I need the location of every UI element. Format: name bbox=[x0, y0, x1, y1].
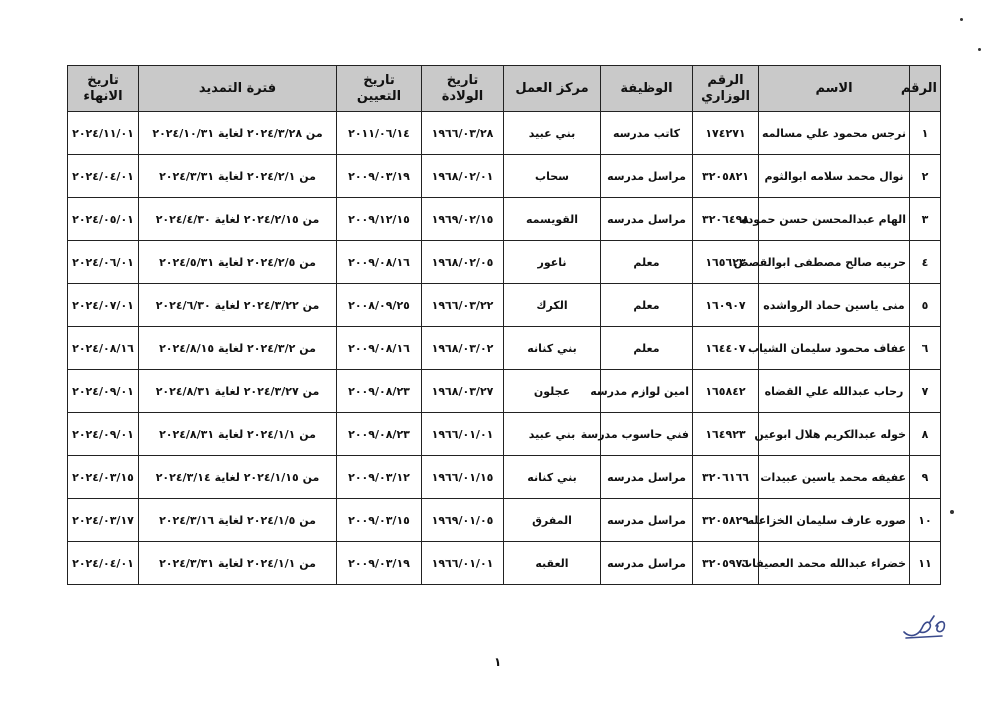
cell-extension-period: من ٢٠٢٤/٢/٥ لغاية ٢٠٢٤/٥/٣١ bbox=[139, 241, 337, 284]
cell-extension-period: من ٢٠٢٤/٢/١٥ لغاية ٢٠٢٤/٤/٣٠ bbox=[139, 198, 337, 241]
extension-table bbox=[67, 65, 941, 585]
cell-job: مراسل مدرسه bbox=[601, 155, 693, 198]
table-row bbox=[68, 284, 941, 327]
header-extension-period: فترة التمديد bbox=[139, 66, 337, 112]
cell-appointment-date: ٢٠١١/٠٦/١٤ bbox=[337, 112, 422, 155]
cell-workplace: سحاب bbox=[504, 155, 601, 198]
cell-ministry-id: ١٦٤٩٢٣ bbox=[693, 413, 759, 456]
cell-extension-period: من ٢٠٢٤/٢/١ لغاية ٢٠٢٤/٣/٣١ bbox=[139, 155, 337, 198]
cell-birth-date: ١٩٦٦/٠٣/٢٢ bbox=[422, 284, 504, 327]
cell-num: ٦ bbox=[910, 327, 941, 370]
cell-num: ١٠ bbox=[910, 499, 941, 542]
cell-name: عفاف محمود سليمان الشياب bbox=[759, 327, 910, 370]
cell-name: الهام عبدالمحسن حسن حموده bbox=[759, 198, 910, 241]
header-job: الوظيفة bbox=[601, 66, 693, 112]
cell-name: رحاب عبدالله علي القضاه bbox=[759, 370, 910, 413]
cell-job: مراسل مدرسه bbox=[601, 499, 693, 542]
cell-ministry-id: ١٦٤٤٠٧ bbox=[693, 327, 759, 370]
cell-workplace: القويسمه bbox=[504, 198, 601, 241]
cell-birth-date: ١٩٦٩/٠١/٠٥ bbox=[422, 499, 504, 542]
cell-workplace: العقبه bbox=[504, 542, 601, 585]
cell-end-date: ٢٠٢٤/٠٩/٠١ bbox=[68, 370, 139, 413]
cell-birth-date: ١٩٦٨/٠٣/٠٢ bbox=[422, 327, 504, 370]
cell-ministry-id: ٣٢٠٥٨٢٩ bbox=[693, 499, 759, 542]
cell-end-date: ٢٠٢٤/٠٩/٠١ bbox=[68, 413, 139, 456]
cell-ministry-id: ٣٢٠٦١٦٦ bbox=[693, 456, 759, 499]
cell-extension-period: من ٢٠٢٤/١/١٥ لغاية ٢٠٢٤/٣/١٤ bbox=[139, 456, 337, 499]
table-row bbox=[68, 327, 941, 370]
cell-end-date: ٢٠٢٤/٠٣/١٥ bbox=[68, 456, 139, 499]
cell-job: مراسل مدرسه bbox=[601, 542, 693, 585]
cell-ministry-id: ٣٢٠٦٤٩٨ bbox=[693, 198, 759, 241]
cell-name: منى ياسين حماد الرواشده bbox=[759, 284, 910, 327]
header-name: الاسم bbox=[759, 66, 910, 112]
page-number: ١ bbox=[494, 655, 502, 669]
cell-end-date: ٢٠٢٤/٠٤/٠١ bbox=[68, 542, 139, 585]
scan-speck bbox=[978, 48, 981, 51]
cell-end-date: ٢٠٢٤/١١/٠١ bbox=[68, 112, 139, 155]
header-ministry-id: الرقم الوزاري bbox=[693, 66, 759, 112]
cell-num: ١١ bbox=[910, 542, 941, 585]
cell-end-date: ٢٠٢٤/٠٦/٠١ bbox=[68, 241, 139, 284]
cell-workplace: بني كنانه bbox=[504, 456, 601, 499]
table-row bbox=[68, 241, 941, 284]
cell-workplace: الكرك bbox=[504, 284, 601, 327]
cell-workplace: عجلون bbox=[504, 370, 601, 413]
scan-speck bbox=[950, 510, 954, 514]
cell-num: ٤ bbox=[910, 241, 941, 284]
cell-job: كاتب مدرسه bbox=[601, 112, 693, 155]
cell-birth-date: ١٩٦٨/٠٢/٠١ bbox=[422, 155, 504, 198]
cell-appointment-date: ٢٠٠٩/١٢/١٥ bbox=[337, 198, 422, 241]
cell-num: ٢ bbox=[910, 155, 941, 198]
cell-appointment-date: ٢٠٠٩/٠٣/١٢ bbox=[337, 456, 422, 499]
cell-job: مراسل مدرسه bbox=[601, 198, 693, 241]
cell-job: امين لوازم مدرسه bbox=[601, 370, 693, 413]
table-row bbox=[68, 370, 941, 413]
header-birth-date: تاريخ الولادة bbox=[422, 66, 504, 112]
cell-birth-date: ١٩٦٨/٠٣/٢٧ bbox=[422, 370, 504, 413]
cell-extension-period: من ٢٠٢٤/٣/٢٧ لغاية ٢٠٢٤/٨/٣١ bbox=[139, 370, 337, 413]
cell-end-date: ٢٠٢٤/٠٣/١٧ bbox=[68, 499, 139, 542]
cell-num: ٩ bbox=[910, 456, 941, 499]
cell-appointment-date: ٢٠٠٩/٠٣/١٩ bbox=[337, 155, 422, 198]
table-row bbox=[68, 542, 941, 585]
table-header-row bbox=[68, 66, 941, 112]
cell-name: حربيه صالح مصطفى ابوالقصص bbox=[759, 241, 910, 284]
cell-appointment-date: ٢٠٠٩/٠٨/٢٣ bbox=[337, 370, 422, 413]
cell-extension-period: من ٢٠٢٤/٣/٢ لغاية ٢٠٢٤/٨/١٥ bbox=[139, 327, 337, 370]
cell-extension-period: من ٢٠٢٤/١/١ لغاية ٢٠٢٤/٨/٣١ bbox=[139, 413, 337, 456]
cell-appointment-date: ٢٠٠٩/٠٨/١٦ bbox=[337, 241, 422, 284]
cell-end-date: ٢٠٢٤/٠٥/٠١ bbox=[68, 198, 139, 241]
table-row bbox=[68, 198, 941, 241]
cell-end-date: ٢٠٢٤/٠٨/١٦ bbox=[68, 327, 139, 370]
handwritten-signature bbox=[900, 608, 950, 644]
cell-ministry-id: ١٦٥٨٤٢ bbox=[693, 370, 759, 413]
cell-num: ٧ bbox=[910, 370, 941, 413]
table-row bbox=[68, 413, 941, 456]
cell-appointment-date: ٢٠٠٨/٠٩/٢٥ bbox=[337, 284, 422, 327]
header-workplace: مركز العمل bbox=[504, 66, 601, 112]
table-row bbox=[68, 456, 941, 499]
cell-num: ٨ bbox=[910, 413, 941, 456]
cell-ministry-id: ١٧٤٢٧١ bbox=[693, 112, 759, 155]
cell-birth-date: ١٩٦٦/٠١/٠١ bbox=[422, 413, 504, 456]
cell-extension-period: من ٢٠٢٤/١/٥ لغاية ٢٠٢٤/٣/١٦ bbox=[139, 499, 337, 542]
cell-extension-period: من ٢٠٢٤/٣/٢٢ لغاية ٢٠٢٤/٦/٣٠ bbox=[139, 284, 337, 327]
cell-appointment-date: ٢٠٠٩/٠٨/١٦ bbox=[337, 327, 422, 370]
cell-birth-date: ١٩٦٨/٠٢/٠٥ bbox=[422, 241, 504, 284]
cell-name: خوله عبدالكريم هلال ابوعين bbox=[759, 413, 910, 456]
header-end-date: تاريخ الانهاء bbox=[68, 66, 139, 112]
cell-num: ١ bbox=[910, 112, 941, 155]
cell-job: فني حاسوب مدرسة bbox=[601, 413, 693, 456]
cell-birth-date: ١٩٦٦/٠٣/٢٨ bbox=[422, 112, 504, 155]
cell-workplace: المفرق bbox=[504, 499, 601, 542]
cell-job: معلم bbox=[601, 284, 693, 327]
cell-ministry-id: ١٦٠٩٠٧ bbox=[693, 284, 759, 327]
table-row bbox=[68, 499, 941, 542]
cell-appointment-date: ٢٠٠٩/٠٨/٢٣ bbox=[337, 413, 422, 456]
cell-ministry-id: ٣٢٠٥٩٧٦ bbox=[693, 542, 759, 585]
cell-birth-date: ١٩٦٩/٠٢/١٥ bbox=[422, 198, 504, 241]
table-row bbox=[68, 155, 941, 198]
header-num: الرقم bbox=[910, 66, 941, 112]
cell-birth-date: ١٩٦٦/٠١/١٥ bbox=[422, 456, 504, 499]
cell-extension-period: من ٢٠٢٤/٣/٢٨ لغاية ٢٠٢٤/١٠/٣١ bbox=[139, 112, 337, 155]
cell-job: مراسل مدرسه bbox=[601, 456, 693, 499]
cell-end-date: ٢٠٢٤/٠٤/٠١ bbox=[68, 155, 139, 198]
table-row bbox=[68, 112, 941, 155]
cell-appointment-date: ٢٠٠٩/٠٣/١٥ bbox=[337, 499, 422, 542]
cell-birth-date: ١٩٦٦/٠١/٠١ bbox=[422, 542, 504, 585]
cell-workplace: ناعور bbox=[504, 241, 601, 284]
cell-job: معلم bbox=[601, 327, 693, 370]
cell-num: ٥ bbox=[910, 284, 941, 327]
cell-name: خضراء عبدالله محمد العصيفات bbox=[759, 542, 910, 585]
cell-name: نوال محمد سلامه ابوالثوم bbox=[759, 155, 910, 198]
cell-ministry-id: ٣٢٠٥٨٢١ bbox=[693, 155, 759, 198]
cell-workplace: بني كنانه bbox=[504, 327, 601, 370]
cell-extension-period: من ٢٠٢٤/١/١ لغاية ٢٠٢٤/٣/٣١ bbox=[139, 542, 337, 585]
cell-appointment-date: ٢٠٠٩/٠٣/١٩ bbox=[337, 542, 422, 585]
header-appointment-date: تاريخ التعيين bbox=[337, 66, 422, 112]
cell-ministry-id: ١٦٥٦٢٣ bbox=[693, 241, 759, 284]
cell-end-date: ٢٠٢٤/٠٧/٠١ bbox=[68, 284, 139, 327]
cell-name: صوره عارف سليمان الخزاعله bbox=[759, 499, 910, 542]
cell-name: نرجس محمود علي مسالمه bbox=[759, 112, 910, 155]
scan-speck bbox=[960, 18, 963, 21]
cell-name: عفيفه محمد ياسين عبيدات bbox=[759, 456, 910, 499]
cell-workplace: بني عبيد bbox=[504, 112, 601, 155]
cell-workplace: بني عبيد bbox=[504, 413, 601, 456]
cell-num: ٣ bbox=[910, 198, 941, 241]
cell-job: معلم bbox=[601, 241, 693, 284]
